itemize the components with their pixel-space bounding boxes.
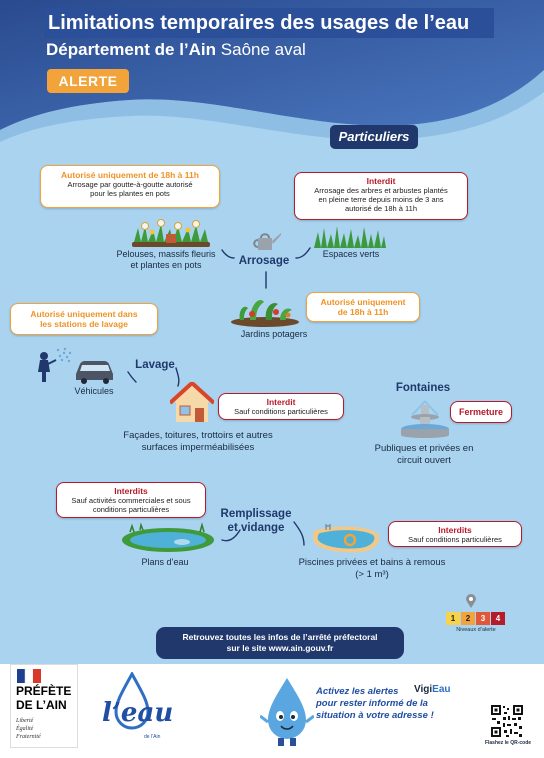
eau-logo-sub: de l’Ain — [144, 734, 161, 740]
label-espaces-verts: Espaces verts — [322, 249, 380, 259]
alert-levels-caption: Niveaux d’alerte — [456, 627, 496, 633]
vigieau-brand-eau: Eau — [432, 684, 451, 695]
card-pelouses-title: Autorisé uniquement de 18h à 11h — [61, 170, 199, 180]
vigieau-text — [316, 686, 476, 722]
card-vehicules-title-1: Autorisé uniquement dans — [30, 309, 138, 319]
prefecture-name-1: PRÉFÈTE — [16, 684, 72, 698]
label-facades-line-1: Façades, toitures, trottoirs et autres — [123, 430, 273, 441]
category-remplissage-line-2: et vidange — [227, 522, 285, 534]
card-fontaines — [450, 401, 512, 423]
vigieau-brand — [414, 684, 451, 695]
label-vehicules: Véhicules — [74, 386, 114, 396]
card-espaces-verts-text-2: en pleine terre depuis moins de 3 ans — [318, 195, 444, 204]
category-arrosage: Arrosage — [238, 255, 290, 267]
card-pelouses-text-1: Arrosage par goutte-à-goutte autorisé — [67, 180, 193, 189]
info-banner — [156, 627, 404, 659]
vigieau-line-1: Activez les alertes — [316, 686, 399, 697]
category-fontaines: Fontaines — [395, 382, 451, 394]
fountain-icon — [400, 397, 450, 441]
watering-can-icon — [252, 230, 282, 254]
info-line-1: Retrouvez toutes les infos de l’arrêté préfectoral — [182, 632, 378, 642]
vigieau-line-3: situation à votre adresse ! — [316, 710, 434, 721]
vegetable-garden-icon — [230, 290, 300, 328]
vigieau-line-2: pour rester informé de la — [316, 698, 428, 709]
motto-2: Égalité — [16, 726, 34, 732]
pool-icon — [310, 524, 382, 554]
car-wash-icon — [34, 344, 116, 384]
eau-ain-logo — [98, 672, 178, 748]
card-pelouses — [40, 165, 220, 208]
label-fontaines-line-1: Publiques et privées en — [374, 443, 474, 454]
house-icon — [170, 382, 214, 424]
grass-icon — [314, 226, 386, 248]
label-piscines — [280, 557, 464, 581]
card-jardins-potagers — [306, 292, 420, 322]
alert-level-3: 3 — [476, 612, 490, 625]
pond-icon — [120, 522, 216, 554]
motto-3: Fraternité — [16, 734, 41, 740]
audience-pill: Particuliers — [330, 125, 418, 149]
label-facades — [98, 430, 298, 454]
label-plans-eau: Plans d’eau — [141, 557, 189, 567]
category-lavage: Lavage — [135, 359, 175, 371]
page-title: Limitations temporaires des usages de l’eau — [44, 8, 494, 38]
label-facades-line-2: surfaces imperméabilisées — [141, 442, 255, 453]
card-plans-eau — [56, 482, 206, 518]
card-vehicules-title-2: les stations de lavage — [40, 319, 128, 329]
location-marker-icon — [466, 594, 476, 608]
prefecture-logo — [10, 664, 78, 748]
qr-code-icon[interactable] — [490, 704, 524, 738]
marianne-icon — [17, 669, 41, 683]
prefecture-name-2: DE L’AIN — [16, 698, 67, 712]
info-line-2[interactable]: sur le site www.ain.gouv.fr — [226, 643, 334, 653]
vigieau-brand-vigi: Vigi — [414, 684, 433, 695]
category-remplissage — [214, 507, 298, 535]
motto-1: Liberté — [16, 718, 34, 724]
card-vehicules — [10, 303, 158, 335]
qr-caption: Flashez le QR-code — [484, 740, 532, 746]
department-name: Département de l’Ain — [46, 40, 217, 59]
card-espaces-verts-text-3: autorisé de 18h à 11h — [344, 204, 417, 213]
card-espaces-verts — [294, 172, 468, 220]
card-fontaines-title: Fermeture — [458, 407, 503, 417]
alert-level-1: 1 — [446, 612, 460, 625]
card-plans-eau-text-1: Sauf activités commerciales et sous — [71, 496, 191, 505]
card-piscines-title: Interdits — [438, 525, 472, 535]
card-facades — [218, 393, 344, 420]
card-jardins-potagers-title-1: Autorisé uniquement — [320, 297, 406, 307]
flowers-icon — [128, 214, 214, 248]
eau-logo-text: l’eau — [102, 698, 174, 728]
label-pelouses-line-1: Pelouses, massifs fleuris — [116, 249, 216, 259]
alert-level-4: 4 — [491, 612, 505, 625]
label-fontaines-line-2: circuit ouvert — [397, 455, 451, 466]
water-mascot-icon — [260, 676, 314, 748]
alert-badge: ALERTE — [47, 69, 129, 93]
label-piscines-line-2: (> 1 m³) — [355, 569, 389, 580]
card-plans-eau-title: Interdits — [114, 486, 148, 496]
alert-level-2: 2 — [461, 612, 475, 625]
card-espaces-verts-title: Interdit — [366, 176, 396, 186]
card-facades-title: Interdit — [266, 397, 296, 407]
label-fontaines — [356, 443, 492, 467]
label-pelouses-line-2: et plantes en pots — [130, 260, 202, 270]
category-remplissage-line-1: Remplissage — [220, 508, 292, 520]
label-piscines-line-1: Piscines privées et bains à remous — [298, 557, 446, 568]
card-jardins-potagers-title-2: de 18h à 11h — [337, 307, 389, 317]
label-jardins-potagers: Jardins potagers — [240, 329, 308, 339]
card-facades-text: Sauf conditions particulières — [234, 407, 328, 416]
card-espaces-verts-text-1: Arrosage des arbres et arbustes plantés — [314, 186, 448, 195]
card-piscines-text: Sauf conditions particulières — [408, 535, 502, 544]
footer — [0, 664, 544, 758]
label-pelouses — [106, 249, 226, 271]
card-piscines — [388, 521, 522, 547]
basin-name: Saône aval — [216, 40, 306, 59]
card-pelouses-text-2: pour les plantes en pots — [90, 189, 170, 198]
card-plans-eau-text-2: conditions particulières — [92, 505, 170, 514]
